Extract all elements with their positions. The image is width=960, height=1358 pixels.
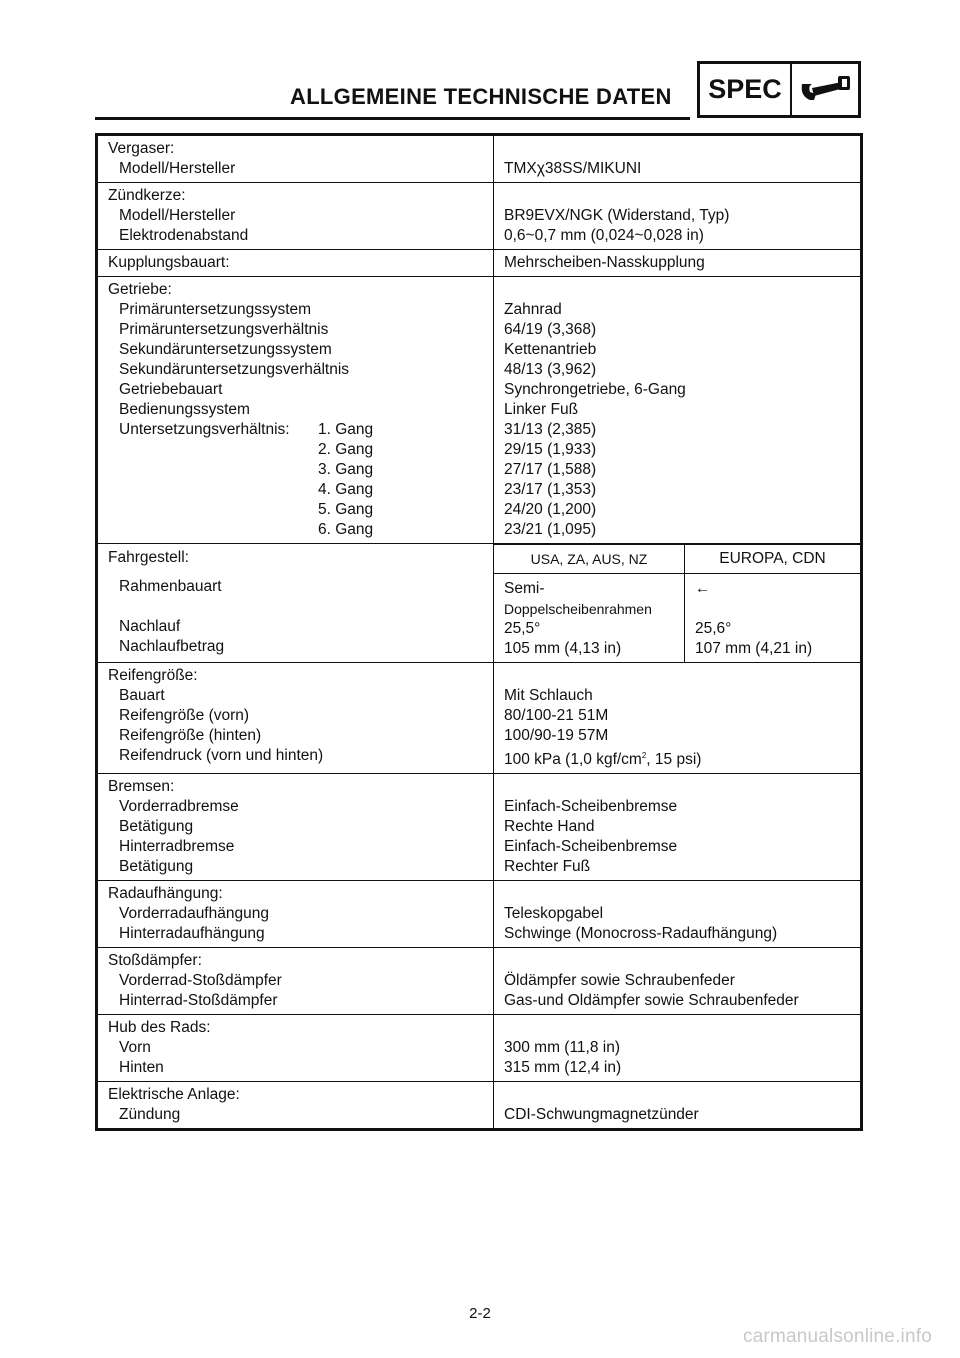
section-heading: Kupplungsbauart:	[108, 254, 230, 271]
spec-label: Nachlauf	[119, 618, 181, 635]
watermark: carmanualsonline.info	[742, 1326, 932, 1347]
section-heading: Radaufhängung:	[108, 885, 223, 903]
gear-label: 4. Gang	[318, 481, 374, 498]
spec-label: Modell/Hersteller	[119, 160, 236, 177]
spec-value: CDI-Schwungmagnetzünder	[504, 1106, 699, 1124]
gear-ratio-value: 27/17 (1,588)	[504, 461, 597, 478]
spec-value: 25,6°	[695, 620, 732, 637]
spec-label: Modell/Hersteller	[119, 207, 236, 224]
chassis-subtable	[494, 544, 860, 662]
spec-value: Teleskopgabel	[504, 905, 604, 923]
spec-value: Semi-	[504, 580, 545, 597]
spec-value: 48/13 (3,962)	[504, 361, 597, 378]
section-heading: Vergaser:	[108, 140, 175, 157]
section-wheel-travel	[97, 1015, 862, 1082]
spec-label: Nachlaufbetrag	[119, 638, 225, 655]
section-heading: Reifengröße:	[108, 667, 198, 684]
spec-table	[95, 133, 863, 1131]
gear-label: 6. Gang	[318, 521, 374, 538]
spec-label: Vorderrad-Stoßdämpfer	[119, 972, 282, 990]
spec-value: Doppelscheibenrahmen	[504, 601, 652, 617]
column-header: EUROPA, CDN	[685, 545, 861, 574]
gear-ratio-value: 23/17 (1,353)	[504, 481, 597, 498]
spec-value: 80/100-21 51M	[504, 707, 609, 724]
spec-value: Mit Schlauch	[504, 687, 593, 704]
spec-value: 107 mm (4,21 in)	[695, 640, 813, 657]
gear-label: 3. Gang	[318, 461, 374, 478]
spec-label: Vorderradbremse	[119, 798, 239, 816]
spec-label: Hinterradaufhängung	[119, 925, 265, 943]
spec-value: Mehrscheiben-Nasskupplung	[504, 254, 705, 271]
spec-label: Rahmenbauart	[119, 578, 222, 595]
spec-value: BR9EVX/NGK (Widerstand, Typ)	[504, 207, 730, 224]
gear-ratio-value: 23/21 (1,095)	[504, 521, 597, 538]
section-carburetor	[97, 135, 862, 183]
spec-label: Elektrodenabstand	[119, 227, 249, 244]
section-heading: Elektrische Anlage:	[108, 1086, 240, 1104]
section-heading: Stoßdämpfer:	[108, 952, 202, 970]
section-heading: Fahrgestell:	[108, 549, 189, 566]
section-brakes	[97, 774, 862, 881]
spec-label: Primäruntersetzungsverhältnis	[119, 321, 329, 338]
section-electrical	[97, 1082, 862, 1130]
spec-badge	[697, 61, 861, 118]
spec-value: 100/90-19 57M	[504, 727, 609, 744]
spec-value: 100 kPa (1,0 kgf/$cm^2$, 15 psi)	[504, 751, 702, 769]
spec-value: 25,5°	[504, 620, 541, 637]
spec-value: 315 mm (12,4 in)	[504, 1059, 622, 1077]
spec-value: Linker Fuß	[504, 401, 579, 418]
gear-ratio-label: Untersetzungsverhältnis:	[119, 421, 290, 438]
gear-label: 1. Gang	[318, 421, 374, 438]
page-title: ALLGEMEINE TECHNISCHE DATEN	[290, 84, 672, 109]
spec-label: Bedienungssystem	[119, 401, 250, 418]
spec-label: SPEC	[700, 64, 792, 115]
spec-value: Öldämpfer sowie Schraubenfeder	[504, 972, 735, 990]
spec-label: Reifengröße (vorn)	[119, 707, 250, 724]
spec-value: Einfach-Scheibenbremse	[504, 798, 678, 816]
section-transmission	[97, 277, 862, 544]
spec-label: Hinterrad-Stoßdämpfer	[119, 992, 278, 1010]
spec-value: Kettenantrieb	[504, 341, 597, 358]
section-heading: Hub des Rads:	[108, 1019, 211, 1037]
section-chassis	[97, 544, 862, 663]
section-spark-plug	[97, 183, 862, 250]
spec-label: Sekundäruntersetzungsverhältnis	[119, 361, 350, 378]
section-heading: Bremsen:	[108, 778, 175, 796]
spec-value: 0,6~0,7 mm (0,024~0,028 in)	[504, 227, 704, 244]
gear-ratio-value: 24/20 (1,200)	[504, 501, 597, 518]
spec-value: Zahnrad	[504, 301, 562, 318]
section-suspension	[97, 881, 862, 948]
spec-label: Reifendruck (vorn und hinten)	[119, 747, 324, 764]
column-header: USA, ZA, AUS, NZ	[494, 545, 685, 574]
header-rule	[95, 117, 690, 120]
wrench-icon	[798, 72, 854, 113]
section-shocks	[97, 948, 862, 1015]
spec-value: Gas-und Oldämpfer sowie Schraubenfeder	[504, 992, 799, 1010]
section-heading: Zündkerze:	[108, 187, 186, 204]
section-clutch	[97, 250, 862, 277]
spec-label: Primäruntersetzungssystem	[119, 301, 312, 318]
spec-value: 300 mm (11,8 in)	[504, 1039, 621, 1057]
spec-label: Vorn	[119, 1039, 151, 1057]
spec-label: Zündung	[119, 1106, 181, 1124]
spec-value: Schwinge (Monocross-Radaufhängung)	[504, 925, 778, 943]
spec-value: 64/19 (3,368)	[504, 321, 597, 338]
arrow-left-icon: ←	[695, 580, 711, 597]
spec-label: Betätigung	[119, 858, 194, 876]
spec-label: Bauart	[119, 687, 165, 704]
section-heading: Getriebe:	[108, 281, 172, 298]
section-tires	[97, 663, 862, 774]
gear-label: 2. Gang	[318, 441, 374, 458]
spec-value: Rechter Fuß	[504, 858, 591, 876]
spec-label: Betätigung	[119, 818, 194, 836]
gear-ratio-value: 29/15 (1,933)	[504, 441, 597, 458]
spec-value: 105 mm (4,13 in)	[504, 640, 622, 657]
spec-label: Hinterradbremse	[119, 838, 235, 856]
spec-label: Getriebebauart	[119, 381, 223, 398]
spec-label: Reifengröße (hinten)	[119, 727, 262, 744]
spec-value: Rechte Hand	[504, 818, 595, 836]
spec-value: Synchrongetriebe, 6-Gang	[504, 381, 686, 398]
spec-label: Hinten	[119, 1059, 164, 1077]
spec-label: Vorderradaufhängung	[119, 905, 269, 923]
spec-label: Sekundäruntersetzungssystem	[119, 341, 332, 358]
page-number: 2-2	[469, 1305, 491, 1322]
spec-value: TMXχ38SS/MIKUNI	[504, 160, 642, 177]
gear-ratio-value: 31/13 (2,385)	[504, 421, 597, 438]
gear-label: 5. Gang	[318, 501, 374, 518]
spec-value: Einfach-Scheibenbremse	[504, 838, 678, 856]
